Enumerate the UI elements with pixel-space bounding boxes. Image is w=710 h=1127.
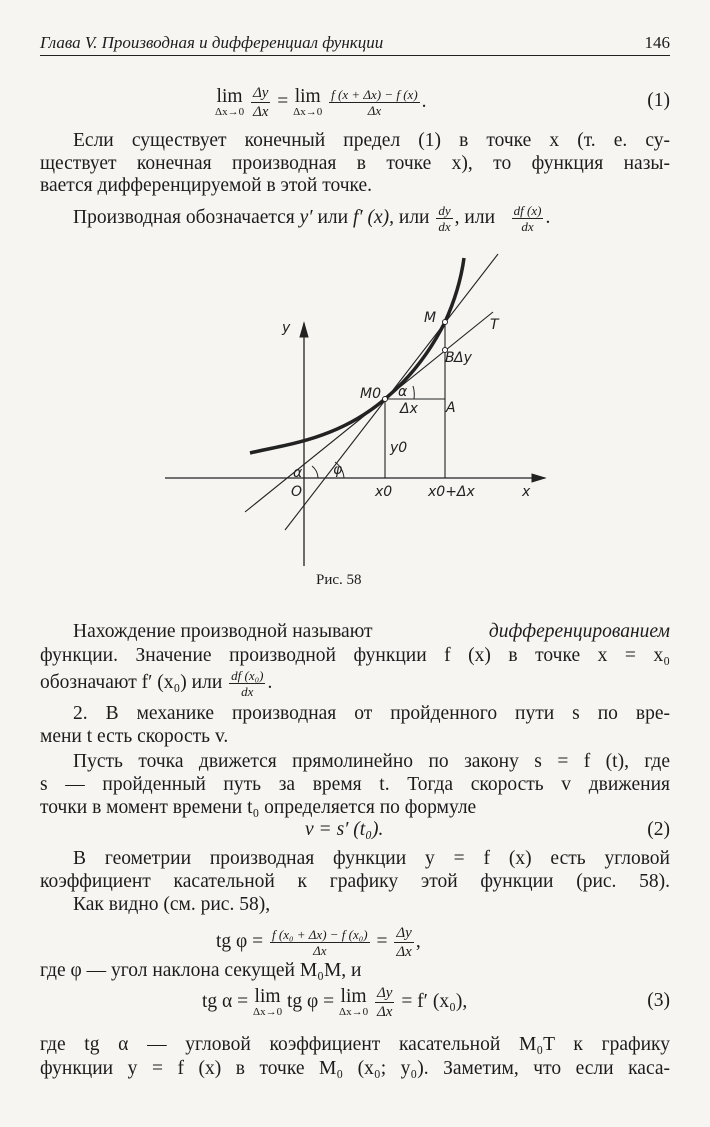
- tangent-line: [245, 312, 493, 512]
- equation-tg-phi: tg φ = $\frac{\text{f (x₀ + Δx) − f (x₀)}}{\Delta x}$ = $\frac{\Delta y}{\Delta x}$ ,: [216, 925, 421, 960]
- alpha-arc: [413, 386, 414, 399]
- text-line: Как видно (см. рис. 58),: [73, 894, 271, 915]
- text-line: где φ — угол наклона секущей M₀M, и: [40, 960, 362, 981]
- text-line: коэффициент касательной к графику этой функции (рис. 58).: [40, 871, 670, 892]
- equation-number: (2): [647, 819, 670, 840]
- text-line: Если существует конечный предел (1) в точке x (т. е. су-: [73, 130, 670, 151]
- label-x0-plus-dx: x0+Δx: [428, 484, 475, 500]
- label-m: M: [424, 310, 437, 326]
- label-origin: O: [291, 484, 303, 500]
- label-phi: φ: [333, 462, 343, 478]
- text-line: ществует конечная производная в точке x), то функция назы-: [40, 153, 670, 174]
- text-line: функции. Значение производной функции f (x) в точке x = x₀: [40, 645, 670, 666]
- page-number: 146: [644, 33, 670, 52]
- text-line: мени t есть скорость v.: [40, 726, 229, 747]
- text-line: функции y = f (x) в точке M₀ (x₀; y₀). Заметим, что если каса-: [40, 1058, 670, 1079]
- label-a: A: [446, 400, 456, 416]
- text-line: Нахождение производной называют дифференцированием: [73, 621, 670, 642]
- chapter-title: Глава V. Производная и дифференциал функции: [40, 33, 384, 52]
- point-m: [443, 320, 448, 325]
- figure-caption: Рис. 58: [316, 572, 362, 588]
- label-y: y: [282, 320, 291, 336]
- label-x0: x0: [375, 484, 393, 500]
- x-axis-arrow-icon: [532, 474, 545, 482]
- text-line: s — пройденный путь за время t. Тогда скорость v движения: [40, 774, 670, 795]
- text-line: точки в момент времени t₀ определяется по формуле: [40, 797, 477, 818]
- equation-1: lim Δx→0 $\frac{\Delta y}{\Delta x}$ = lim Δx→0 $\frac{f (x + \Delta x) - f (x)}{\Delta x}$ . (1): [215, 85, 670, 120]
- equation-number: (3): [647, 990, 670, 1011]
- point-m0: [383, 397, 388, 402]
- label-x: x: [522, 484, 531, 500]
- label-m0: M0: [360, 386, 381, 402]
- text-line: вается дифференцируемой в этой точке.: [40, 175, 373, 196]
- text-line: Пусть точка движется прямолинейно по закону s = f (t), где: [73, 751, 670, 772]
- label-dy: Δy: [454, 350, 472, 366]
- equation-number: (1): [647, 90, 670, 111]
- label-alpha-origin: α: [293, 465, 303, 481]
- equation-3: tg α = lim Δx→0 tg φ = lim Δx→0 $\frac{\Delta y}{\Delta x}$ = f′ (x₀), (3): [202, 985, 670, 1020]
- label-b: B: [445, 350, 455, 366]
- label-alpha: α: [398, 384, 408, 400]
- text-line: В геометрии производная функции y = f (x) есть угловой: [73, 848, 670, 869]
- text-line: где tg α — угловой коэффициент касательной M₀T к графику: [40, 1034, 670, 1055]
- label-t: T: [490, 317, 499, 333]
- label-y0: y0: [390, 440, 408, 456]
- y-axis-arrow-icon: [300, 323, 308, 337]
- label-dx: Δx: [400, 401, 418, 417]
- notation-line: Производная обозначается y′ или f′ (x), или $\frac{dy}{dx}$ , или $\frac{df (x)}{dx}$ .: [73, 203, 551, 234]
- function-curve: [250, 258, 464, 453]
- equation-2: v = s′ (t₀). (2): [305, 819, 670, 840]
- text-line: 2. В механике производная от пройденного пути s по вре-: [73, 703, 670, 724]
- text-line: обозначают f′ (x₀) или $\frac{\text{df (x₀)}}{dx}$ .: [40, 668, 273, 699]
- alpha-arc-origin: [312, 466, 318, 478]
